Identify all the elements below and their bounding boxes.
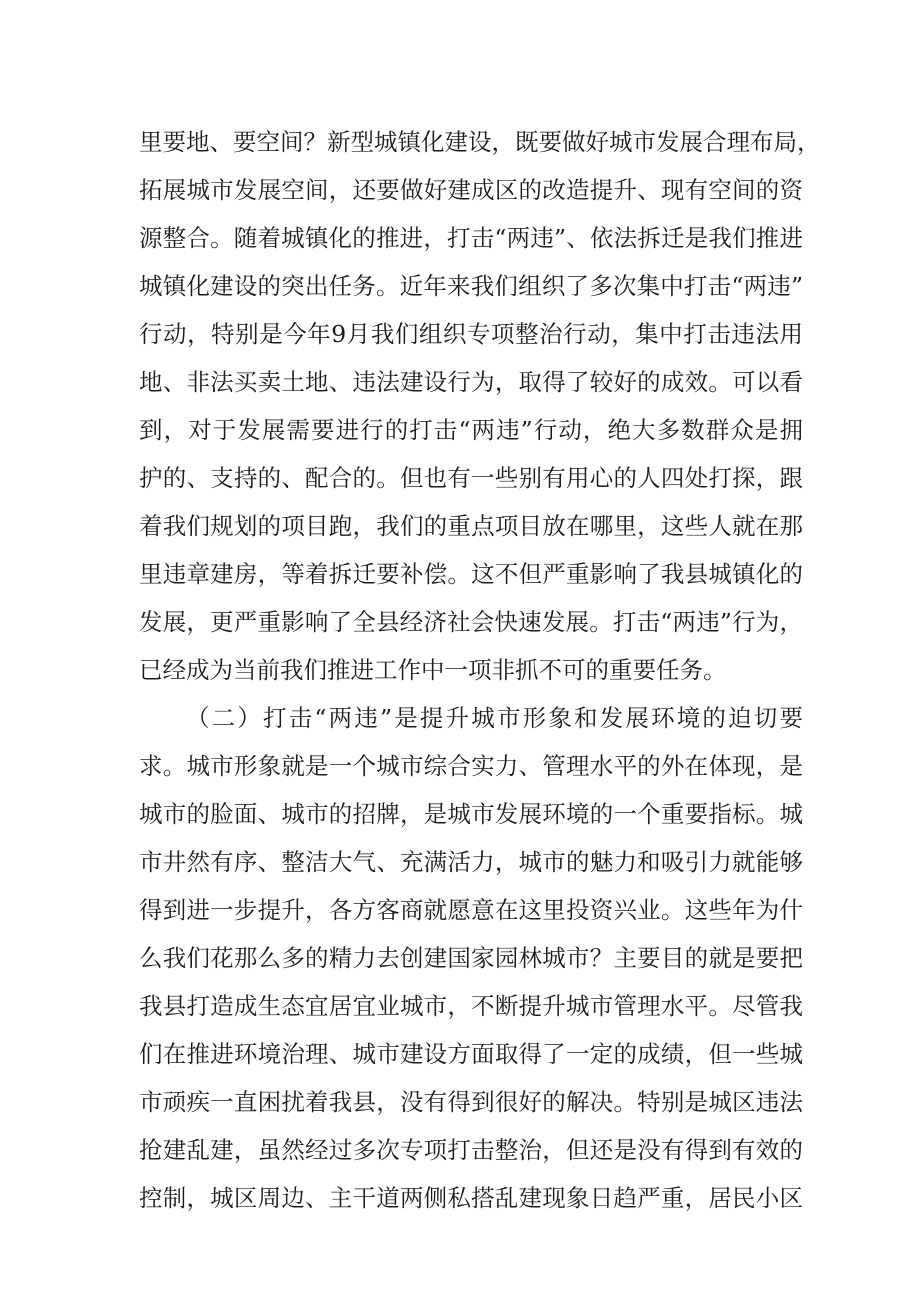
text-line: 里要地、要空间？新型城镇化建设，既要做好城市发展合理布局， xyxy=(139,128,821,156)
text-line: 里违章建房，等着拆迁要补偿。这不但严重影响了我县城镇化的 xyxy=(139,560,803,588)
text-line: （二）打击“两违”是提升城市形象和发展环境的迫切要 xyxy=(186,704,803,732)
text-line: 市顽疾一直困扰着我县，没有得到很好的解决。特别是城区违法 xyxy=(139,1088,803,1116)
paragraph-2 xyxy=(139,694,803,1222)
text-line: 地、非法买卖土地、违法建设行为，取得了较好的成效。可以看 xyxy=(139,368,803,396)
text-line: 着我们规划的项目跑，我们的重点项目放在哪里，这些人就在那 xyxy=(139,512,803,540)
text-line: 控制，城区周边、主干道两侧私搭乱建现象日趋严重，居民小区 xyxy=(139,1184,803,1212)
text-line: 抢建乱建，虽然经过多次专项打击整治，但还是没有得到有效的 xyxy=(139,1136,803,1164)
text-line: 求。城市形象就是一个城市综合实力、管理水平的外在体现，是 xyxy=(139,752,803,780)
text-line: 发展，更严重影响了全县经济社会快速发展。打击“两违”行为， xyxy=(139,608,803,636)
text-line: 城市的脸面、城市的招牌，是城市发展环境的一个重要指标。城 xyxy=(139,800,803,828)
text-line: 已经成为当前我们推进工作中一项非抓不可的重要任务。 xyxy=(139,656,727,684)
text-line: 拓展城市发展空间，还要做好建成区的改造提升、现有空间的资 xyxy=(139,176,803,204)
text-line: 么我们花那么多的精力去创建国家园林城市？主要目的就是要把 xyxy=(139,944,803,972)
text-line: 我县打造成生态宜居宜业城市，不断提升城市管理水平。尽管我 xyxy=(139,992,803,1020)
text-line: 护的、支持的、配合的。但也有一些别有用心的人四处打探，跟 xyxy=(139,464,803,492)
text-line: 源整合。随着城镇化的推进，打击“两违”、依法拆迁是我们推进 xyxy=(139,224,803,252)
document-body xyxy=(139,118,821,1222)
text-line: 城镇化建设的突出任务。近年来我们组织了多次集中打击“两违” xyxy=(139,272,803,300)
paragraph-1 xyxy=(139,118,821,694)
text-line: 市井然有序、整洁大气、充满活力，城市的魅力和吸引力就能够 xyxy=(139,848,803,876)
text-line: 行动，特别是今年9月我们组织专项整治行动，集中打击违法用 xyxy=(139,320,803,348)
text-line: 得到进一步提升，各方客商就愿意在这里投资兴业。这些年为什 xyxy=(139,896,803,924)
text-line: 到，对于发展需要进行的打击“两违”行动，绝大多数群众是拥 xyxy=(139,416,803,444)
text-line: 们在推进环境治理、城市建设方面取得了一定的成绩，但一些城 xyxy=(139,1040,803,1068)
